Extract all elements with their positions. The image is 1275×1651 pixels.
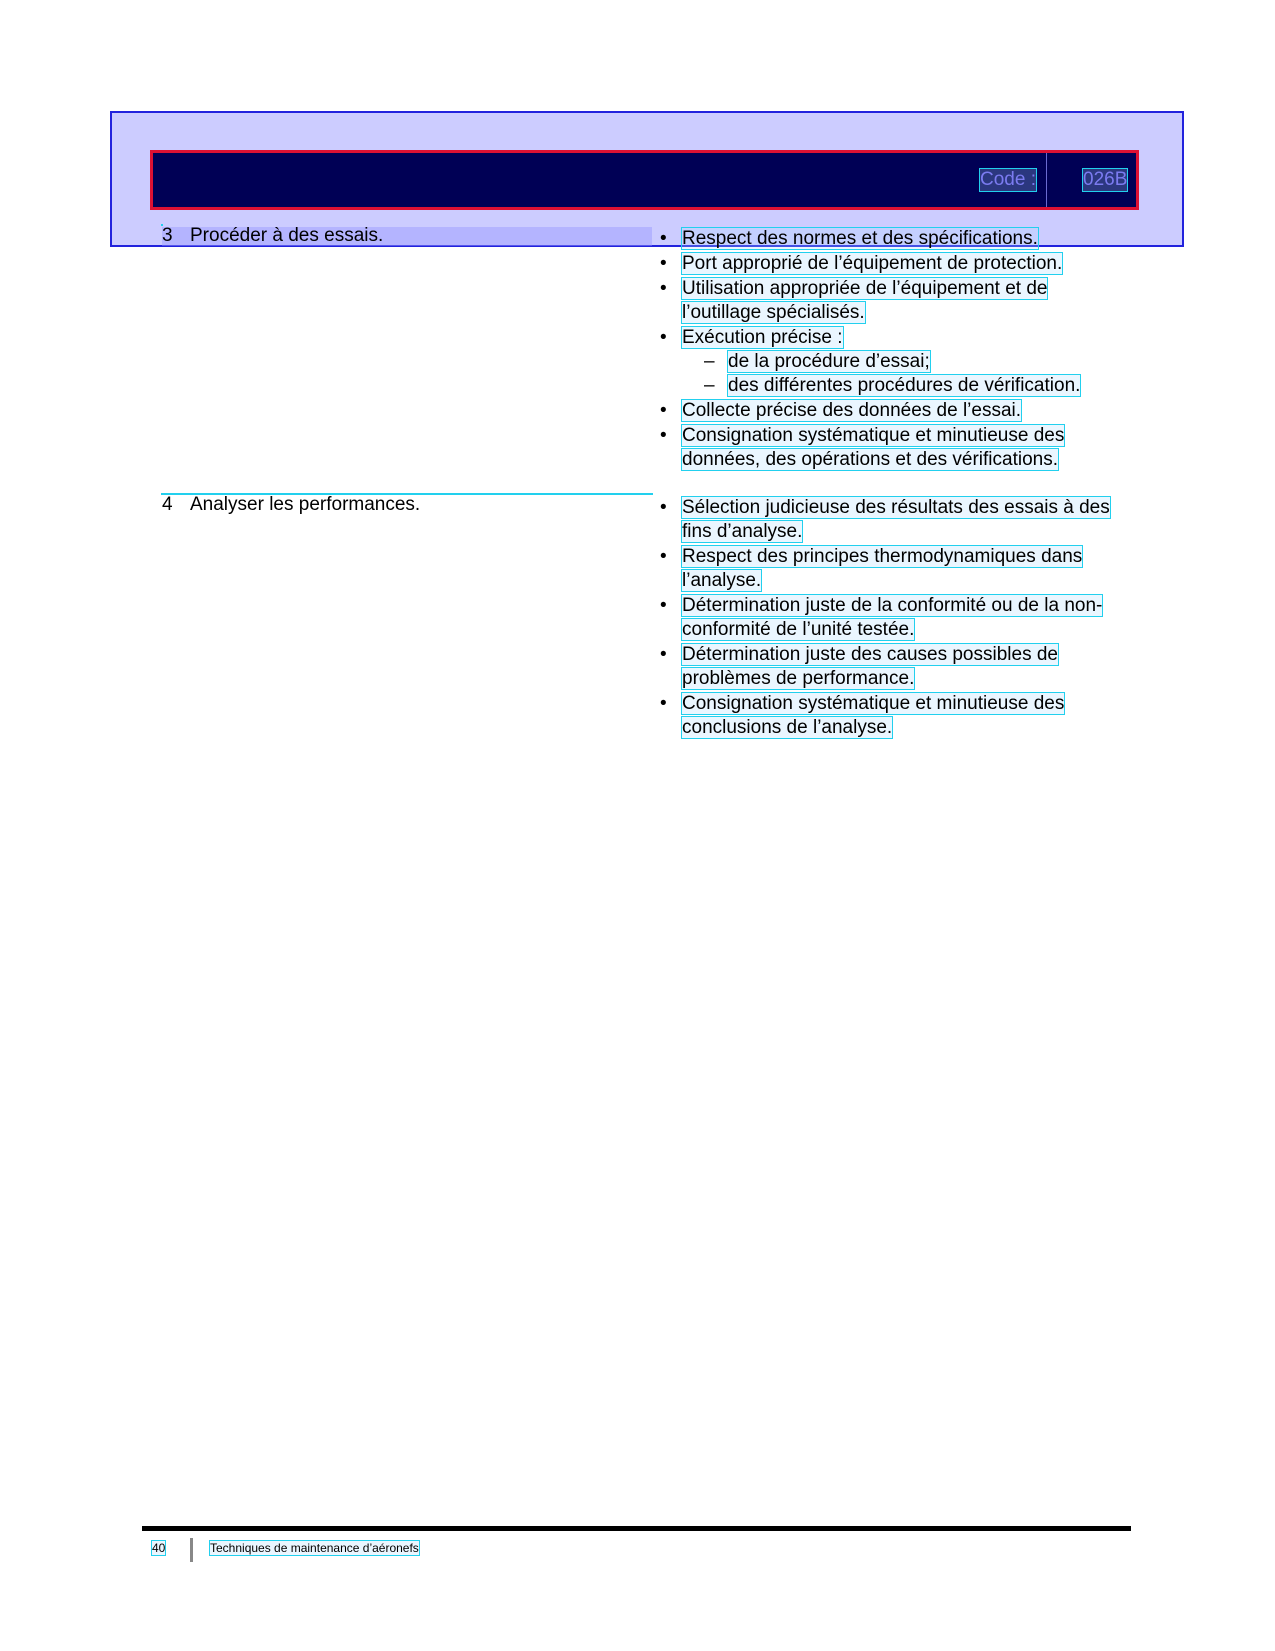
criterion: • Consignation systématique et minutieuse des données, des opérations et des vérifications.	[660, 425, 1065, 470]
criterion: • Détermination juste de la conformité ou de la non-conformité de l’unité testée.	[660, 595, 1103, 640]
criterion: • Collecte précise des données de l’essai.	[660, 400, 1022, 421]
code-label: Code :	[980, 169, 1036, 190]
criterion: • Utilisation appropriée de l’équipement et de l’outillage spécialisés.	[660, 278, 1048, 323]
competency-title: Analyser les performances.	[190, 494, 421, 515]
sub-criterion: – des différentes procédures de vérification.	[704, 375, 1081, 396]
criterion: • Détermination juste des causes possibles de problèmes de performance.	[660, 644, 1058, 689]
sub-criterion: – de la procédure d’essai;	[704, 351, 930, 372]
page-number: 40	[152, 1541, 166, 1555]
competency-number: 4	[162, 494, 173, 515]
header-bar	[150, 150, 1139, 210]
criteria-list-3	[660, 227, 1130, 473]
competency-number: 3	[162, 225, 173, 246]
criterion: • Respect des normes et des spécifications.	[660, 228, 1038, 249]
criterion: • Respect des principes thermodynamiques dans l’analyse.	[660, 546, 1083, 591]
footer-title: Techniques de maintenance d’aéronefs	[210, 1541, 419, 1555]
code-value: 026B	[1083, 169, 1128, 190]
criterion: • Sélection judicieuse des résultats des essais à des fins d’analyse.	[660, 497, 1110, 542]
criterion: • Exécution précise : – de la procédure d’essai; – des différentes procédures de vérification.	[660, 326, 1130, 398]
header-divider	[1046, 153, 1047, 207]
criterion: • Consignation systématique et minutieuse des conclusions de l’analyse.	[660, 693, 1065, 738]
footer-rule	[142, 1526, 1131, 1531]
competency-title: Procéder à des essais.	[190, 225, 384, 246]
criteria-list-4	[660, 496, 1130, 741]
footer-separator	[190, 1538, 193, 1562]
criterion: • Port approprié de l’équipement de protection.	[660, 253, 1063, 274]
